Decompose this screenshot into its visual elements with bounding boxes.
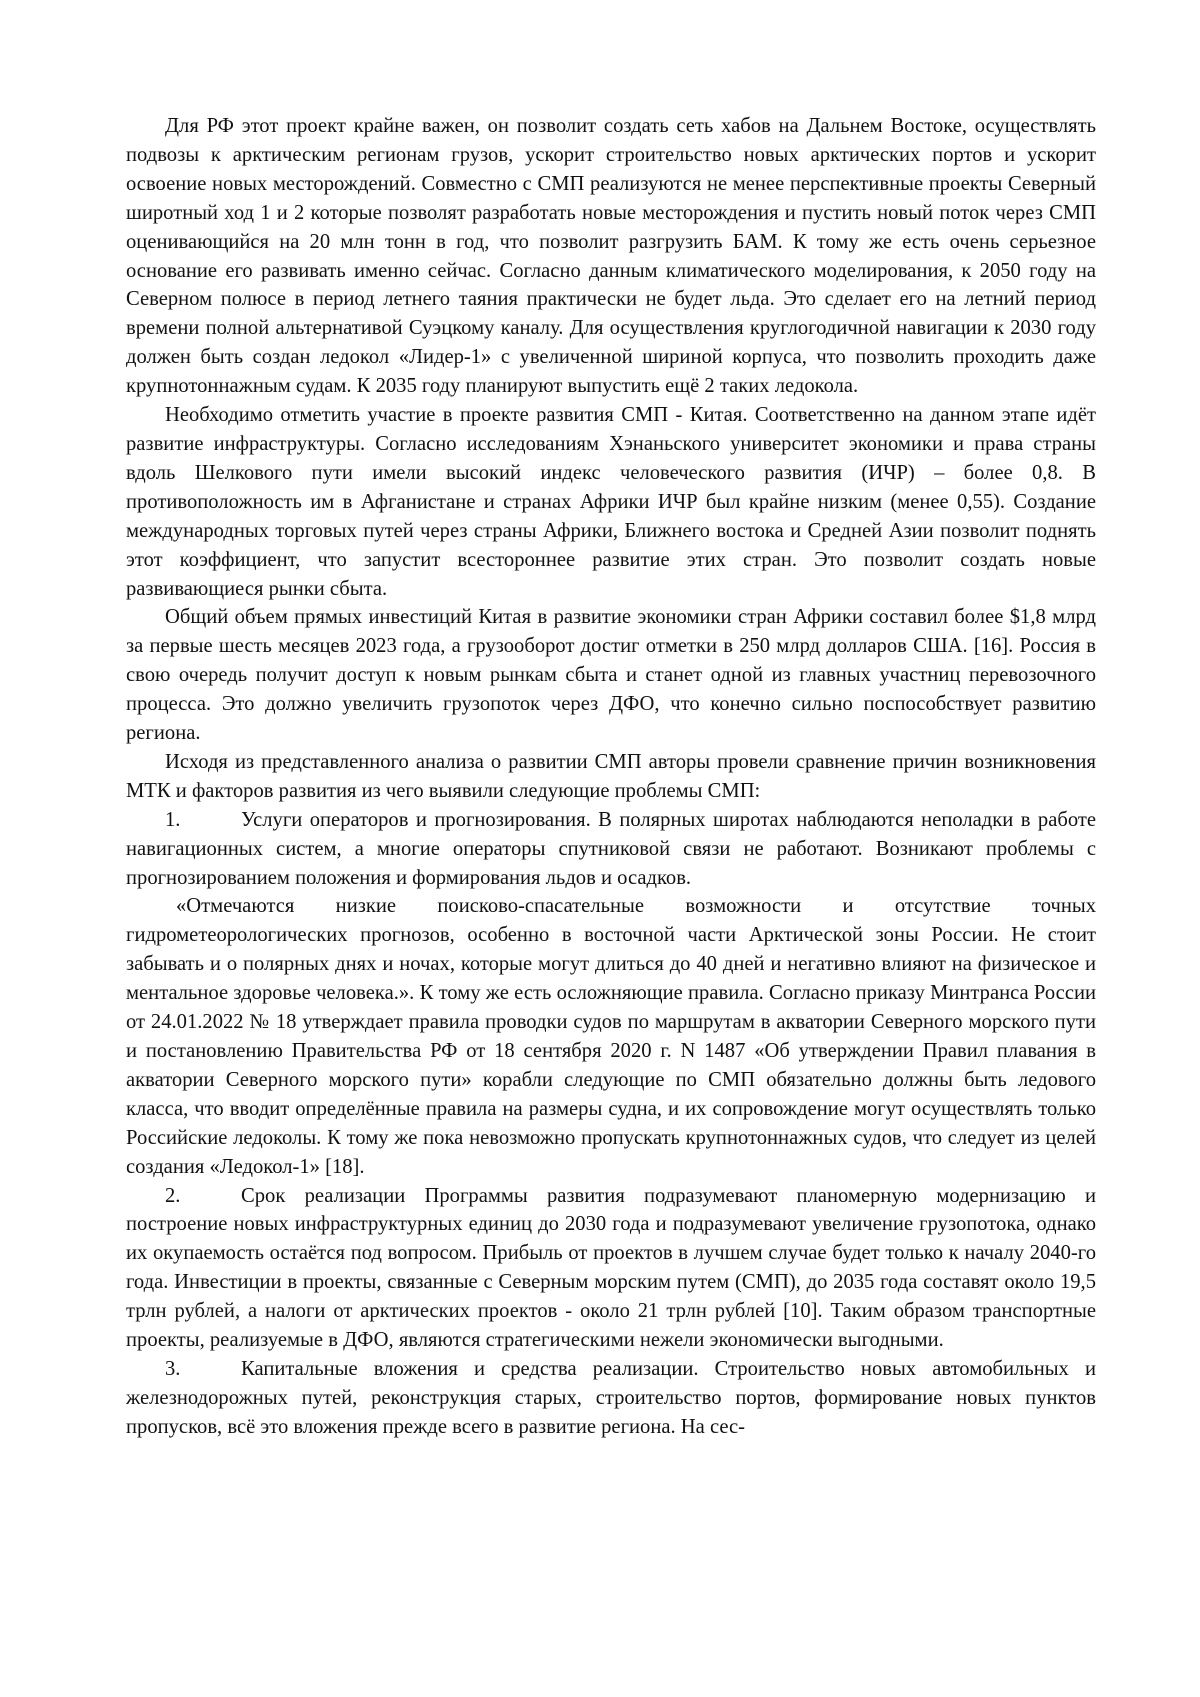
- list-text-2: Срок реализации Программы развития подразумевают планомерную модернизацию и построение новых инфраструктурных единиц до 2030 года и подразумевают увеличение грузопотока, однако их окупаемость остаётся под вопросом. Прибыль от проектов в лучшем случае будет только к началу 2040-го года. Инвестиции в проекты, связанные с Северным морским путем (СМП), до 2035 года составят около 19,5 трлн рублей, а налоги от арктических проектов - около 21 трлн рублей [10]. Таким образом транспортные проекты, реализуемые в ДФО, являются стратегическими нежели экономически выгодными.: [126, 1184, 1096, 1352]
- paragraph-smp-importance: Для РФ этот проект крайне важен, он позволит создать сеть хабов на Дальнем Востоке, осуществлять подвозы к арктическим регионам грузов, ускорит строительство новых арктических портов и ускорит освоение новых месторождений. Совместно с СМП реализуются не менее перспективные проекты Северный широтный ход 1 и 2 которые позволят разработать новые месторождения и пустить новый поток через СМП оценивающийся на 20 млн тонн в год, что позволит разгрузить БАМ. К тому же есть очень серьезное основание его развивать именно сейчас. Согласно данным климатического моделирования, к 2050 году на Северном полюсе в период летнего таяния практически не будет льда. Это сделает его на летний период времени полной альтернативой Суэцкому каналу. Для осуществления круглогодичной навигации к 2030 году должен быть создан ледокол «Лидер-1» с увеличенной шириной корпуса, что позволить проходить даже крупнотоннажным судам. К 2035 году планируют выпустить ещё 2 таких ледокола.: [126, 115, 1096, 398]
- list-item-1: [126, 806, 1096, 893]
- list-text-1: Услуги операторов и прогнозирования. В полярных широтах наблюдаются неполадки в работе навигационных систем, а многие операторы спутниковой связи не работают. Возникают проблемы с прогнозированием положения и формирования льдов и осадков.: [126, 808, 1096, 889]
- paragraph-quote-rules: «Отмечаются низкие поисково-спасательные возможности и отсутствие точных гидрометеорологических прогнозов, особенно в восточной части Арктической зоны России. Не стоит забывать и о полярных днях и ночах, которые могут длиться до 40 дней и негативно влияют на физическое и ментальное здоровье человека.». К тому же есть осложняющие правила. Согласно приказу Минтранса России от 24.01.2022 № 18 утверждает правила проводки судов по маршрутам в акватории Северного морского пути и постановлению Правительства РФ от 18 сентября 2020 г. N 1487 «Об утверждении Правил плавания в акватории Северного морского пути» корабли следующие по СМП обязательно должны быть ледового класса, что вводит определённые правила на размеры судна, и их сопровождение могут осуществлять только Российские ледоколы. К тому же пока невозможно пропускать крупнотоннажных судов, что следует из целей создания «Ледокол-1» [18].: [126, 895, 1096, 1178]
- document-body: [126, 112, 1096, 1442]
- list-number-2: 2.: [165, 1184, 181, 1207]
- list-item-3: [126, 1355, 1096, 1442]
- paragraph-china-investments: Общий объем прямых инвестиций Китая в развитие экономики стран Африки составил более $1,8 млрд за первые шесть месяцев 2023 года, а грузооборот достиг отметки в 250 млрд долларов США. [16]. Россия в свою очередь получит доступ к новым рынкам сбыта и станет одной из главных участниц перевозочного процесса. Это должно увеличить грузопоток через ДФО, что конечно сильно поспособствует развитию региона.: [126, 606, 1096, 745]
- list-item-2: [126, 1182, 1096, 1355]
- paragraph-analysis-intro: Исходя из представленного анализа о развитии СМП авторы провели сравнение причин возникновения МТК и факторов развития из чего выявили следующие проблемы СМП:: [126, 750, 1096, 802]
- paragraph-china-participation: Необходимо отметить участие в проекте развития СМП - Китая. Соответственно на данном этапе идёт развитие инфраструктуры. Согласно исследованиям Хэнаньского университет экономики и права страны вдоль Шелкового пути имели высокий индекс человеческого развития (ИЧР) – более 0,8. В противоположность им в Афганистане и странах Африки ИЧР был крайне низким (менее 0,55). Создание международных торговых путей через страны Африки, Ближнего востока и Средней Азии позволит поднять этот коэффициент, что запустит всестороннее развитие этих стран. Это позволит создать новые развивающиеся рынки сбыта.: [126, 404, 1096, 600]
- list-text-3: Капитальные вложения и средства реализации. Строительство новых автомобильных и железнодорожных путей, реконструкция старых, строительство портов, формирование новых пунктов пропусков, всё это вложения прежде всего в развитие региона. На сес-: [126, 1357, 1096, 1438]
- list-number-1: 1.: [165, 808, 181, 831]
- list-number-3: 3.: [165, 1357, 181, 1380]
